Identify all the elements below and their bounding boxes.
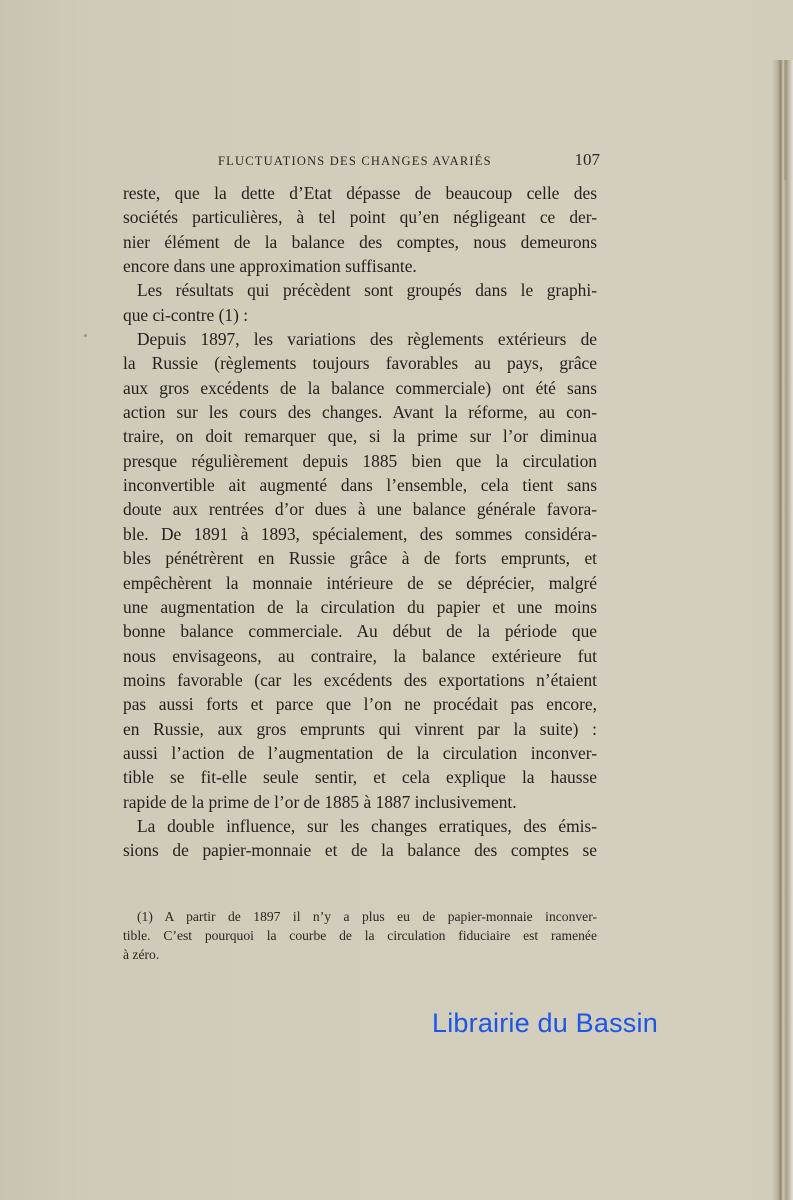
paper-speck — [84, 334, 87, 337]
text-line: une augmentation de la circulation du papier et une moins — [123, 596, 597, 617]
text-line: rapide de la prime de l’or de 1885 à 1887 inclusivement. — [123, 791, 517, 812]
text-line: bles pénétrèrent en Russie grâce à de forts emprunts, et — [123, 548, 597, 569]
text-line: inconvertible ait augmenté dans l’ensemble, cela tient sans — [123, 475, 597, 496]
running-head — [120, 150, 600, 174]
text-line: sions de papier-monnaie et de la balance des comptes se — [123, 840, 597, 861]
text-line: ble. De 1891 à 1893, spécialement, des sommes considéra- — [123, 523, 597, 544]
text-line: nier élément de la balance des comptes, nous demeurons — [123, 231, 597, 252]
text-line: moins favorable (car les excédents des exportations n’étaient — [123, 669, 597, 690]
text-line: nous envisageons, au contraire, la balance extérieure fut — [123, 645, 597, 666]
text-line: empêchèrent la monnaie intérieure de se déprécier, malgré — [123, 572, 597, 593]
text-line: aussi l’action de l’augmentation de la circulation inconver- — [123, 742, 597, 763]
text-line: que ci-contre (1) : — [123, 304, 249, 325]
text-line: doute aux rentrées d’or dues à une balance générale favora- — [123, 499, 597, 520]
text-line: presque régulièrement depuis 1885 bien que la circulation — [123, 450, 597, 471]
text-line: tible se fit-elle seule sentir, et cela explique la hausse — [123, 767, 597, 788]
text-line: bonne balance commerciale. Au début de la période que — [123, 621, 597, 642]
running-title: FLUCTUATIONS DES CHANGES AVARIÉS — [218, 154, 492, 168]
footnote-line: tible. C’est pourquoi la courbe de la circulation fiduciaire est ramenée — [123, 928, 597, 943]
text-line: pas aussi forts et parce que l’on ne procédait pas encore, — [123, 694, 597, 715]
text-line: La double influence, sur les changes erratiques, des émis- — [137, 815, 597, 836]
text-line: encore dans une approximation suffisante. — [123, 256, 417, 277]
text-line: traire, on doit remarquer que, si la prime sur l’or diminua — [123, 426, 597, 447]
page-number: 107 — [574, 150, 600, 169]
footnote — [123, 907, 597, 964]
page-edge-shadow — [784, 60, 787, 180]
page-edge-stack — [771, 60, 793, 1200]
text-line: Les résultats qui précèdent sont groupés dans le graphi- — [137, 280, 597, 301]
text-line: reste, que la dette d’Etat dépasse de beaucoup celle des — [123, 183, 597, 203]
footnote-line: à zéro. — [123, 947, 160, 962]
footnote-line: (1) A partir de 1897 il n’y a plus eu de papier-monnaie inconver- — [137, 909, 597, 924]
text-line: la Russie (règlements toujours favorables au pays, grâce — [123, 353, 597, 374]
body-text — [123, 181, 597, 863]
text-line: aux gros excédents de la balance commerciale) ont été sans — [123, 377, 597, 398]
text-line: en Russie, aux gros emprunts qui vinrent par la suite) : — [123, 718, 597, 739]
text-line: action sur les cours des changes. Avant la réforme, au con- — [123, 402, 597, 423]
text-line: sociétés particulières, à tel point qu’en négligeant ce der- — [123, 207, 597, 228]
text-line: Depuis 1897, les variations des règlements extérieurs de — [137, 329, 597, 350]
watermark-text: Librairie du Bassin — [432, 1008, 658, 1038]
